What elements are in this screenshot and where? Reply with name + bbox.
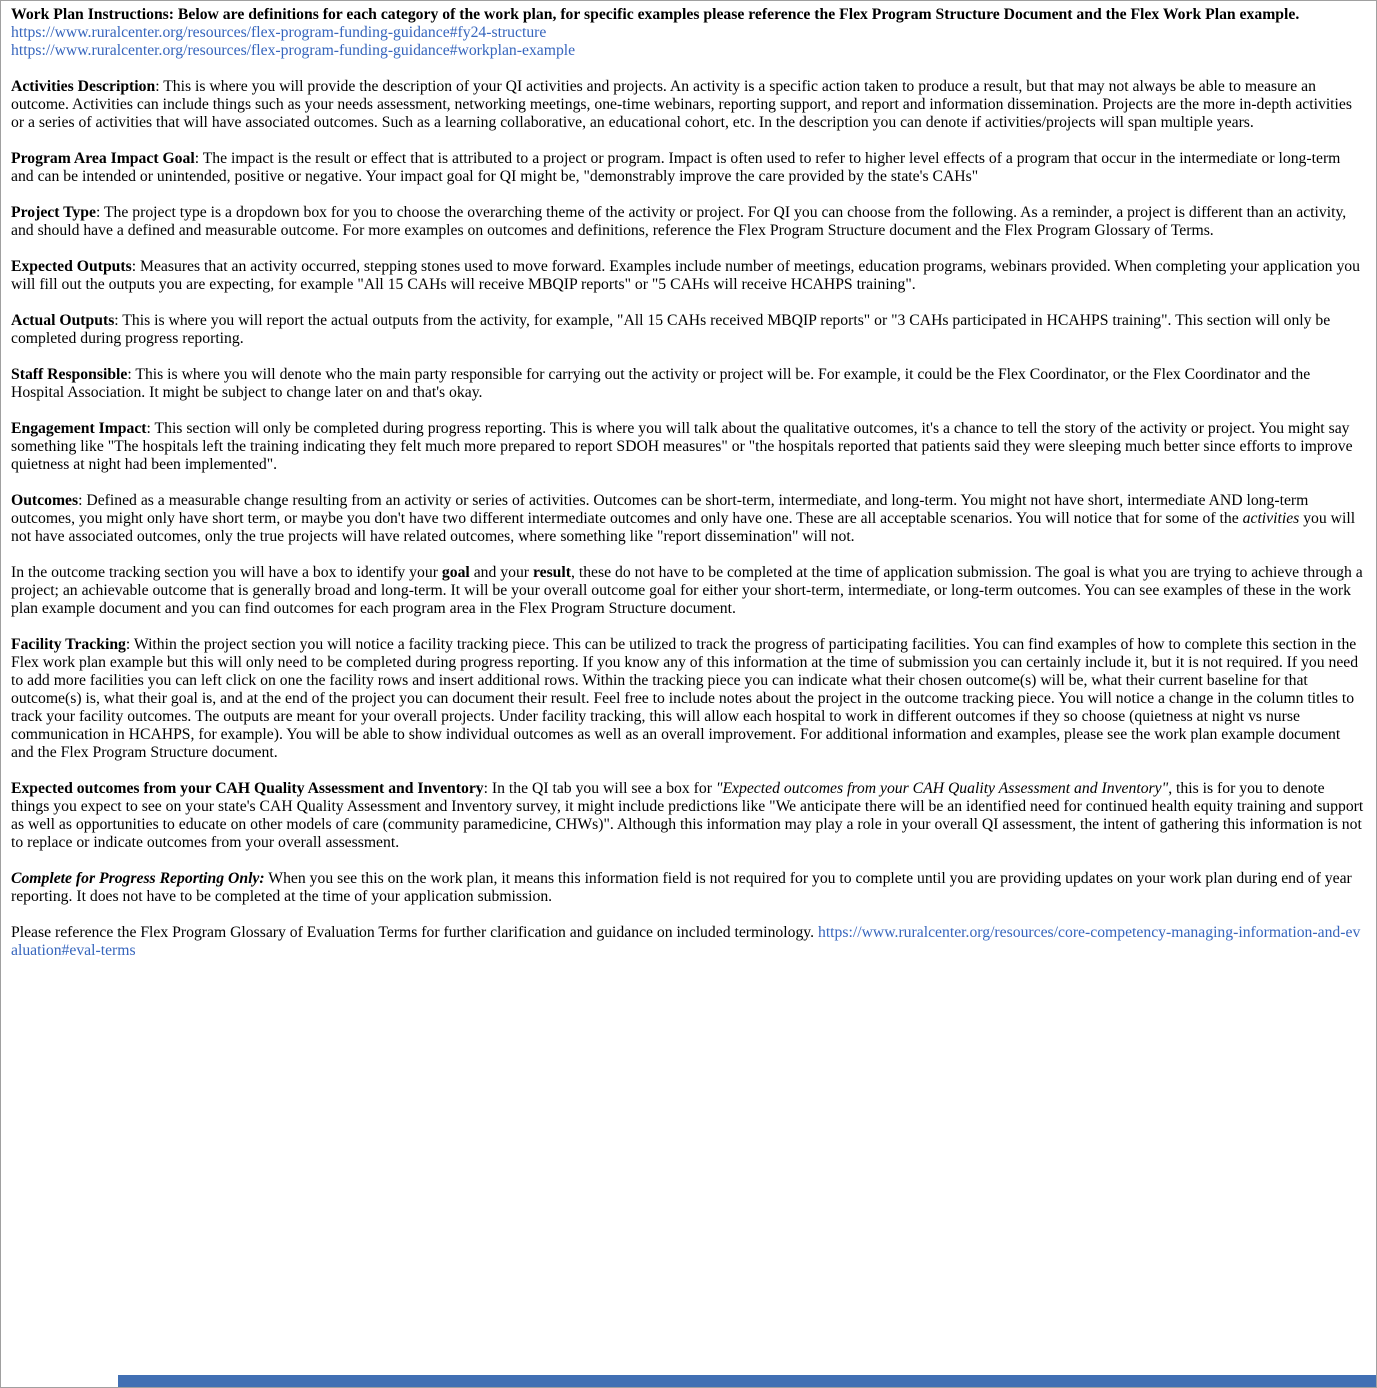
complete-for-progress-reporting-text-1: When you see this on the work plan, it means this information field is not required for you to complete until you are providing updates on your work plan during end of year reporting. It does not have to be completed at the time of your application submission. (11, 870, 1352, 905)
expected-outputs (11, 258, 1366, 294)
expected-outcomes-cah (11, 780, 1366, 852)
activities-description (11, 78, 1366, 132)
outcome-tracking-note-text-1: goal (441, 564, 470, 581)
activities-description-text-1: : This is where you will provide the description of your QI activities and projects. An activity is a specific action taken to produce a result, but that may not always be able to measure an outcome. Activities can include things such as your needs assessment, networking meetings, one-time webinars, reporting support, and report and information dissemination. Projects are the more in-depth activities or a series of activities that will have associated outcomes. Such as a learning collaborative, an educational cohort, etc. In the description you can denote if activities/projects will span multiple years. (11, 78, 1352, 131)
expected-outcomes-cah-text-0: Expected outcomes from your CAH Quality Assessment and Inventory (11, 780, 484, 797)
outcomes-text-2: activities (1242, 510, 1300, 527)
complete-for-progress-reporting-text-0: Complete for Progress Reporting Only: (11, 870, 265, 887)
outcomes-text-3: you will not have associated outcomes, only the true projects will have related outcomes, where something like "report dissemination" will not. (11, 510, 1356, 545)
engagement-impact-text-1: : This section will only be completed during progress reporting. This is where you will talk about the qualitative outcomes, it's a chance to tell the story of the activity or project. You might say something like "The hospitals left the training indicating they felt much more prepared to report SDOH measures" or "the hospitals reported that patients said they were sleeping much better since efforts to improve quietness at night had been implemented". (11, 420, 1353, 473)
facility-tracking (11, 636, 1366, 762)
program-area-impact-goal-text-0: Program Area Impact Goal (11, 150, 195, 167)
actual-outputs-text-0: Actual Outputs (11, 312, 115, 329)
outcome-tracking-note-text-0: In the outcome tracking section you will have a box to identify your (11, 564, 442, 581)
expected-outcomes-cah-text-3: , this is for you to denote things you expect to see on your state's CAH Quality Assessment and Inventory survey, it might include predictions like "We anticipate there will be an identified need for continued health equity training and support as well as opportunities to educate on other models of care (community paramedicine, CHWs)". Although this information may play a role in your overall QI assessment, the intent of gathering this information is not to replace or indicate outcomes from your overall assessment. (11, 780, 1364, 851)
expected-outputs-text-0: Expected Outputs (11, 258, 132, 275)
expected-outcomes-cah-text-2: "Expected outcomes from your CAH Quality Assessment and Inventory" (715, 780, 1169, 797)
staff-responsible (11, 366, 1366, 402)
glossary-reference-link[interactable]: https://www.ruralcenter.org/resources/core-competency-managing-information-and-evaluation#eval-terms (11, 924, 1361, 959)
outcomes-text-1: : Defined as a measurable change resulting from an activity or series of activities. Outcomes can be short-term, intermediate, and long-term. You might not have short, intermediate AND long-term outcomes, you might only have short term, or maybe you don't have two different intermediate outcomes and only have one. These are all acceptable scenarios. You will notice that for some of the (11, 492, 1309, 527)
facility-tracking-text-0: Facility Tracking (11, 636, 126, 653)
link-workplan-example-link[interactable]: https://www.ruralcenter.org/resources/flex-program-funding-guidance#workplan-example (11, 42, 576, 59)
outcomes (11, 492, 1366, 546)
expected-outcomes-cah-text-1: : In the QI tab you will see a box for (483, 780, 716, 797)
outcome-tracking-note-text-3: result (532, 564, 571, 581)
title-line-text-0: Work Plan Instructions: Below are definitions for each category of the work plan, for specific examples please reference the Flex Program Structure Document and the Flex Work Plan example. (11, 6, 1300, 23)
facility-tracking-text-1: : Within the project section you will notice a facility tracking piece. This can be utilized to track the progress of participating facilities. You can find examples of how to complete this section in the Flex work plan example but this will only need to be completed during progress reporting. If you know any of this information at the time of submission you can certainly include it, but it is not required. If you need to add more facilities you can left click on one the facility rows and insert additional rows. Within the tracking piece you can indicate what their chosen outcome(s) will be, what their current baseline for that outcome(s) is, what their goal is, and at the end of the project you can document their result. Feel free to include notes about the project in the outcome tracking piece. You will notice a change in the column titles to track your facility outcomes. The outputs are meant for your overall projects. Under facility tracking, this will allow each hospital to work in different outcomes if they so choose (quietness at night vs nurse communication in HCAHPS, for example). You will be able to show individual outcomes as well as an overall improvement. For additional information and examples, please see the work plan example document and the Flex Program Structure document. (11, 636, 1359, 761)
link-fy24-structure-link[interactable]: https://www.ruralcenter.org/resources/flex-program-funding-guidance#fy24-structure (11, 24, 547, 41)
project-type-text-1: : The project type is a dropdown box for you to choose the overarching theme of the activity or project. For QI you can choose from the following. As a reminder, a project is different than an activity, and should have a defined and measurable outcome. For more examples on outcomes and definitions, reference the Flex Program Structure document and the Flex Program Glossary of Terms. (11, 204, 1347, 239)
program-area-impact-goal-text-1: : The impact is the result or effect that is attributed to a project or program. Impact is often used to refer to higher level effects of a program that occur in the intermediate or long-term and can be intended or unintended, positive or negative. Your impact goal for QI might be, "demonstrably improve the care provided by the state's CAHs" (11, 150, 1341, 185)
engagement-impact-text-0: Engagement Impact (11, 420, 147, 437)
outcome-tracking-note-text-4: , these do not have to be completed at the time of application submission. The goal is what you are trying to achieve through a project; an achievable outcome that is generally broad and long-term. It will be your overall outcome goal for either your short-term, intermediate, or long-term outcomes. You can see examples of these in the work plan example document and you can find outcomes for each program area in the Flex Program Structure document. (11, 564, 1363, 617)
project-type (11, 204, 1366, 240)
complete-for-progress-reporting (11, 870, 1366, 906)
staff-responsible-text-1: : This is where you will denote who the main party responsible for carrying out the activity or project will be. For example, it could be the Flex Coordinator, or the Flex Coordinator and the Hospital Association. It might be subject to change later on and that's okay. (11, 366, 1311, 401)
program-area-impact-goal (11, 150, 1366, 186)
activities-description-text-0: Activities Description (11, 78, 156, 95)
actual-outputs-text-1: : This is where you will report the actual outputs from the activity, for example, "All 15 CAHs received MBQIP reports" or "3 CAHs participated in HCAHPS training". This section will only be completed during progress reporting. (11, 312, 1331, 347)
link-fy24-structure (11, 24, 1366, 42)
staff-responsible-text-0: Staff Responsible (11, 366, 128, 383)
outcomes-text-0: Outcomes (11, 492, 79, 509)
glossary-reference-text-0: Please reference the Flex Program Glossary of Evaluation Terms for further clarification and guidance on included terminology. (11, 924, 818, 941)
glossary-reference (11, 924, 1366, 960)
engagement-impact (11, 420, 1366, 474)
bottom-blue-bar (118, 1375, 1376, 1387)
title-line (11, 6, 1366, 24)
outcome-tracking-note (11, 564, 1366, 618)
project-type-text-0: Project Type (11, 204, 96, 221)
document-body (1, 1, 1376, 960)
actual-outputs (11, 312, 1366, 348)
link-workplan-example (11, 42, 1366, 60)
outcome-tracking-note-text-2: and your (469, 564, 533, 581)
expected-outputs-text-1: : Measures that an activity occurred, stepping stones used to move forward. Examples include number of meetings, education programs, webinars provided. When completing your application you will fill out the outputs you are expecting, for example "All 15 CAHs will receive MBQIP reports" or "5 CAHs will receive HCAHPS training". (11, 258, 1360, 293)
